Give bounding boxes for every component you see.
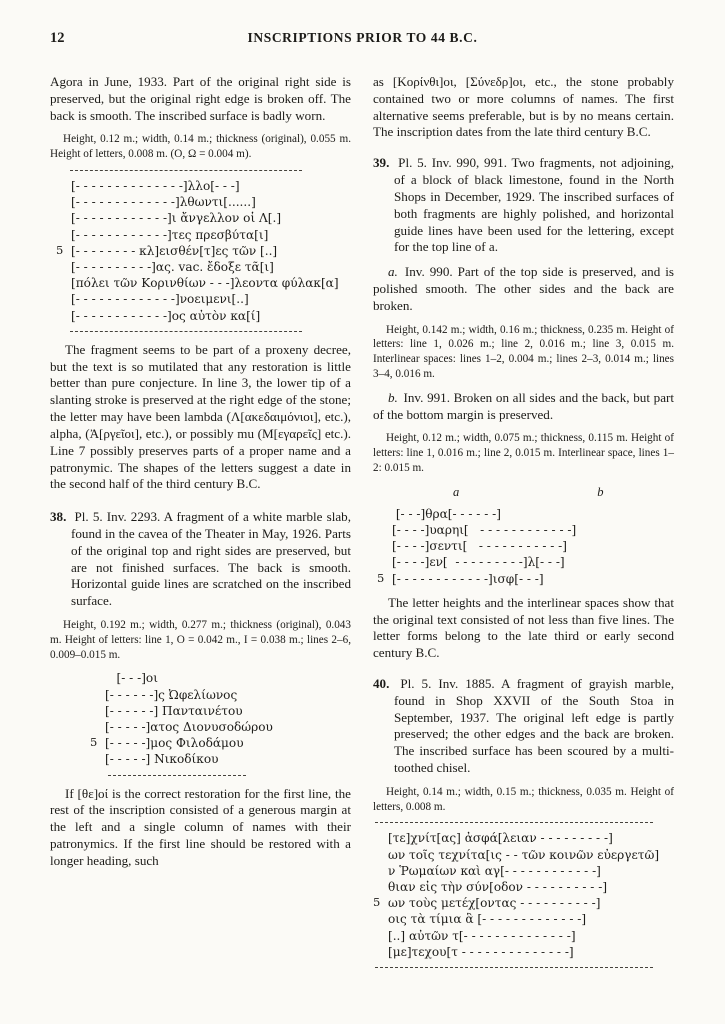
two-column-layout	[50, 72, 675, 975]
page-header	[50, 30, 675, 52]
inscription-line	[90, 719, 351, 735]
metrics-note-38: Height, 0.192 m.; width, 0.277 m.; thickness (original), 0.043 m. Height of letters: line 1, Ο = 0.042 m., Ι = 0.038 m.; lines 2–6, 0.009–0.015 m.	[50, 619, 351, 661]
line-number	[56, 227, 71, 243]
line-text: [- - - - - - - - - - - - - -]λλο[- - -]	[71, 179, 240, 193]
line-number	[373, 830, 388, 846]
inscription-line	[373, 830, 674, 846]
entry-40-text: Pl. 5. Inv. 1885. A fragment of grayish marble, found in Shop XXVII of the South Stoa in September, 1937. The original left edge is partly preserved; the other edges and the back are broken. The inscribed surface has been scoured by a multi-toothed chisel.	[394, 675, 675, 776]
line-number	[90, 751, 105, 767]
page-number: 12	[50, 30, 65, 46]
dashed-rule	[70, 331, 302, 332]
dashed-rule	[70, 170, 302, 171]
paragraph-continuation-38: as [Κορίνθι]οι, [Σύνεδρ]οι, etc., the stone probably contained two or more columns of names. The first alternative seems preferable, but is by no means certain. The inscription dates from the late third century B.C.	[373, 74, 674, 140]
line-number	[56, 308, 71, 324]
entry-39-text: Pl. 5. Inv. 990, 991. Two fragments, not adjoining, of a block of black limestone, found in the North Shops in December, 1929. The inscribed surfaces of both fragments are highly polished, and horizontal guide lines have been used for the lettering, except for the top line of a.	[394, 155, 674, 255]
entry-39-number: 39.	[373, 155, 390, 171]
line-text: [με]τεχου[τ - - - - - - - - - - - - - -]	[388, 944, 574, 959]
line-text: ν Ῥωμαίων καὶ αγ[- - - - - - - - - - - -]	[388, 863, 601, 878]
paragraph-continuation-37: Agora in June, 1933. Part of the original right side is preserved, but the original right edge is broken off. The back is smooth. The inscribed surface is badly worn.	[50, 74, 351, 123]
inscription-line	[377, 538, 674, 554]
right-column	[373, 72, 674, 975]
inscription-line	[90, 703, 351, 719]
line-text: [- - - -]εν[ - - - - - - - - -]λ[- - -]	[392, 555, 565, 570]
line-text: θιαν εἰς τὴν σύν[οδον - - - - - - - - - -]	[388, 880, 608, 895]
line-number	[90, 687, 105, 703]
line-text: οις τὰ τίμια ἃ [- - - - - - - - - - - - -]	[388, 912, 587, 927]
inscription-line	[373, 911, 674, 927]
line-number	[373, 928, 388, 944]
inscription-line	[56, 210, 351, 226]
fragment-b-ref: b.	[388, 389, 398, 405]
inscription-line	[56, 178, 351, 194]
sub-entry-a	[373, 264, 674, 314]
inscription-38	[90, 670, 351, 767]
line-number	[56, 259, 71, 275]
fragment-a-label: a	[453, 484, 460, 499]
line-number	[90, 670, 105, 686]
inscription-line	[56, 194, 351, 210]
line-number	[377, 522, 392, 538]
commentary-38: If [θε]οί is the correct restoration for the first line, the rest of the inscription consisted of a generous margin at the left and a single column of names with their patronymics. If the first line should be restored with a longer heading, such	[50, 785, 351, 868]
line-text: [- - - - - - - - - - - - -]λθωντι[......]	[71, 195, 256, 210]
line-text: [τε]χνίτ[ας] ἀσφά[λειαν - - - - - - - - -]	[388, 831, 613, 846]
line-text: [- - - - - - - - - -]ας. vac. ἔδοξε τᾶ[ι]	[71, 260, 274, 275]
inscription-line	[377, 554, 674, 570]
inscription-line	[56, 275, 351, 291]
line-text: [- - - - -]μος Φιλοδάμου	[105, 736, 244, 751]
line-text: [- - - - -]ατος Διονυσοδώρου	[105, 719, 273, 734]
line-text: [- - - -]υαρηι[ - - - - - - - - - - - -]	[392, 522, 577, 537]
inscription-line	[373, 863, 674, 879]
inscription-line	[373, 847, 674, 863]
inscription-line	[56, 259, 351, 275]
inscription-37	[56, 178, 351, 324]
line-number: 5	[373, 895, 381, 910]
fragment-a-ref: a.	[388, 264, 398, 280]
metrics-note-39b: Height, 0.12 m.; width, 0.075 m.; thickness, 0.115 m. Height of letters: line 1, 0.016 m.; line 2, 0.015 m. Interlinear space, lines 1–2: 0.015 m.	[373, 432, 674, 474]
metrics-note-37: Height, 0.12 m.; width, 0.14 m.; thickness (original), 0.055 m. Height of letters, 0.008 m. (Ο, Ω = 0.004 m).	[50, 133, 351, 161]
line-number	[373, 863, 388, 879]
line-number	[56, 194, 71, 210]
line-number	[373, 879, 388, 895]
sub-entry-b	[373, 390, 674, 424]
line-number: 5	[56, 242, 64, 257]
line-number	[373, 847, 388, 863]
entry-38	[50, 509, 351, 610]
line-number	[373, 911, 388, 927]
metrics-note-40: Height, 0.14 m.; width, 0.15 m.; thickness, 0.035 m. Height of letters, 0.008 m.	[373, 785, 674, 813]
line-text: [- - - - - - - - - - - -]ισφ[- - -]	[392, 571, 544, 586]
inscription-39	[377, 506, 674, 587]
inscription-line	[90, 670, 351, 686]
inscription-line	[377, 506, 674, 522]
line-number	[377, 554, 392, 570]
dashed-rule	[375, 967, 653, 968]
entry-40	[373, 676, 674, 777]
inscription-line	[90, 735, 351, 751]
sub-entry-b-text: Inv. 991. Broken on all sides and the back, but part of the bottom margin is preserved.	[373, 389, 674, 422]
metrics-note-39a: Height, 0.142 m.; width, 0.16 m.; thickness, 0.235 m. Height of letters: line 1, 0.026 m.; line 2, 0.016 m.; line 3, 0.015 m. Interlinear spaces: lines 1–2, 0.004 m.; lines 2–3, 0.014 m.; lines 3–4, 0.016 m.	[373, 323, 674, 380]
entry-39	[373, 155, 674, 256]
line-text: ων τοῖς τεχνίτα[ις - - τῶν κοινῶν εὐεργετῶ]	[388, 847, 660, 862]
fragment-b-label: b	[597, 484, 604, 499]
line-text: [- - -]οι	[105, 671, 158, 686]
line-text: ων τοὺς μετέχ[οντας - - - - - - - - - -]	[388, 896, 601, 911]
line-text: [- - - - - - - - - - - -]ος αὐτὸν κα[ί]	[71, 308, 261, 323]
inscription-line	[56, 291, 351, 307]
line-number	[90, 703, 105, 719]
line-number	[56, 210, 71, 226]
line-text: [- - - -]σεντι[ - - - - - - - - - - -]	[392, 539, 567, 554]
left-column	[50, 72, 351, 975]
line-text: [- - - - - - - - - - - -]ι ἄνγελλον οἱ Λ[.]	[71, 211, 282, 226]
entry-38-number: 38.	[50, 509, 67, 525]
inscription-line	[56, 308, 351, 324]
inscription-40	[373, 830, 674, 960]
line-text: [- - - - - - - - - - - - -]νοειμενι[..]	[71, 292, 249, 307]
line-number	[56, 178, 71, 194]
line-number: 5	[377, 570, 385, 585]
inscription-line	[90, 687, 351, 703]
line-number	[56, 291, 71, 307]
inscription-line	[377, 571, 674, 587]
inscription-line	[56, 243, 351, 259]
line-number	[377, 506, 392, 522]
commentary-37: The fragment seems to be part of a proxeny decree, but the text is so mutilated that any restoration is little better than pure conjecture. In line 3, the lower tip of a slanting stroke is preserved at the right edge of the stone; the letter may have been lambda (Λ[ακεδαιμόνιοι], etc.), alpha, (Ἀ[ργεῖοι], etc.), or possibly mu (Μ[εγαρεῖς] etc.). Line 7 possibly preserves parts of a proper name and a patronymic. The shapes of the letters suggest a date in the second half of the third century B.C.	[50, 341, 351, 492]
inscription-line	[56, 227, 351, 243]
line-text: [- - - - - - - - - - - -]τες πρεσβύτα[ι]	[71, 227, 269, 242]
line-number	[377, 538, 392, 554]
line-text: [- - - - -] Νικοδίκου	[105, 752, 219, 767]
inscription-line	[373, 895, 674, 911]
line-text: [- - - - - -] Πανταινέτου	[105, 703, 243, 718]
inscription-line	[373, 944, 674, 960]
entry-38-text: Pl. 5. Inv. 2293. A fragment of a white marble slab, found in the cavea of the Theater in May, 1926. Parts of the original top and right sides are preserved, but are not finished surfaces. The back is smooth. Horizontal guide lines are scratched on the inscribed surface.	[71, 509, 351, 609]
dashed-rule	[375, 822, 653, 823]
line-text: [πόλει τῶν Κορινθίων - - -]λεοντα φύλακ[α]	[71, 276, 339, 291]
line-text: [- - - - - -]ς Ὠφελίωνος	[105, 687, 238, 702]
line-number	[56, 275, 71, 291]
line-text: [..] αὐτῶν τ[- - - - - - - - - - - - - -]	[388, 928, 576, 943]
inscription-line	[373, 879, 674, 895]
line-number: 5	[90, 735, 98, 750]
running-head: INSCRIPTIONS PRIOR TO 44 B.C.	[247, 30, 478, 45]
fragment-column-labels	[373, 484, 674, 500]
line-number	[90, 719, 105, 735]
inscription-line	[377, 522, 674, 538]
inscription-line	[373, 928, 674, 944]
line-text: [- - - - - - - - κλ]εισθέν[τ]ες τῶν [..]	[71, 243, 278, 258]
inscription-line	[90, 751, 351, 767]
line-text: [- - -]θρα[- - - - - -]	[392, 506, 501, 521]
entry-40-number: 40.	[373, 675, 390, 691]
commentary-39: The letter heights and the interlinear spaces show that the original text consisted of not less than five lines. The letter forms belong to the late third or early second century B.C.	[373, 594, 674, 661]
line-number	[373, 944, 388, 960]
dashed-rule	[108, 775, 246, 776]
sub-entry-a-text: Inv. 990. Part of the top side is preserved, and is polished smooth. The other sides and the back are broken.	[373, 264, 674, 313]
